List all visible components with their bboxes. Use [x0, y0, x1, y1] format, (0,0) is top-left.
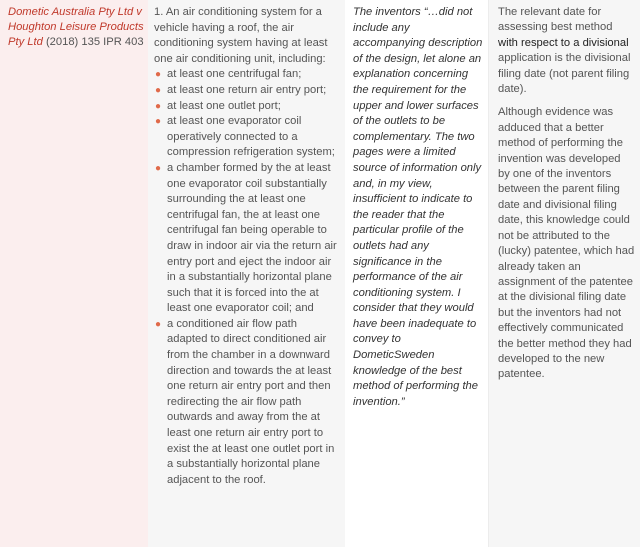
case-citation: (2018) 135 IPR 403 — [45, 36, 144, 48]
case-name: Dometic Australia Pty Ltd v Houghton Leisure Products Pty Ltd — [8, 6, 144, 48]
case-column — [0, 0, 148, 547]
bullet-icon: ● — [155, 162, 162, 174]
bullet-icon: ● — [155, 100, 162, 112]
bullet-icon: ● — [155, 84, 162, 96]
list-item-text: at least one centrifugal fan; — [167, 68, 302, 81]
note-emphasis: with respect to a divisional — [498, 36, 629, 49]
note-text: The relevant date for assessing best method — [498, 6, 613, 34]
note-text: application is the divisional filing date (not parent filing date). — [498, 52, 631, 96]
bullet-icon: ● — [155, 69, 162, 81]
claim-feature-list — [154, 67, 339, 488]
list-item-text: a chamber formed by the at least one evaporator coil substantially surrounding the at least one centrifugal fan, the at least one centrifugal fan being operable to draw in indoor air via the return air entry port and eject the indoor air in a substantially horizontal plane such that it is forced into the at least one evaporator coil; and — [167, 161, 337, 315]
bullet-icon: ● — [155, 318, 162, 330]
claim-intro: 1. An air conditioning system for a vehicle having a roof, the air conditioning system having at least one air conditioning unit, including: — [154, 6, 328, 65]
list-item — [154, 99, 339, 115]
list-item-text: at least one evaporator coil operatively connected to a compression refrigeration system; — [167, 115, 335, 159]
quote-column — [345, 0, 489, 547]
list-item — [154, 317, 339, 489]
list-item — [154, 114, 339, 161]
notes-column — [489, 0, 640, 547]
judgment-quote: The inventors “…did not include any accompanying description of the design, let alone an explanation concerning the requirement for the upper and lower surfaces of the outlets to be complementary. The two pages were a limited source of information only and, in my view, insufficient to indicate to the reader that the particular profile of the outlets had any significance in the performance of the air conditioning system. I consider that they would have been inadequate to convey to DometicSweden knowledge of the best method of performing the invention.” — [353, 6, 483, 408]
list-item-text: a conditioned air flow path adapted to direct conditioned air from the chamber in a downward direction and towards the at least one return air entry port and then redirecting the air flow path outwards and away from the at least one return air entry port to exist the at least one outlet port in a substantially horizontal plane adjacent to the roof. — [167, 317, 335, 486]
list-item-text: at least one return air entry port; — [167, 83, 327, 96]
list-item — [154, 67, 339, 83]
note-paragraph-1 — [498, 5, 635, 97]
claim-column — [148, 0, 345, 547]
note-paragraph-2: Although evidence was adduced that a better method of performing the invention was developed by one of the inventors between the parent filing date and divisional filing date, this knowledge could not be attributed to the (lucky) patentee, which had already taken an assignment of the patentee at the divisional filing date but the inventors had not effectively communicated the better method they had developed to the new patentee. — [498, 106, 635, 381]
list-item — [154, 161, 339, 317]
list-item — [154, 83, 339, 99]
bullet-icon: ● — [155, 116, 162, 128]
list-item-text: at least one outlet port; — [167, 99, 281, 112]
